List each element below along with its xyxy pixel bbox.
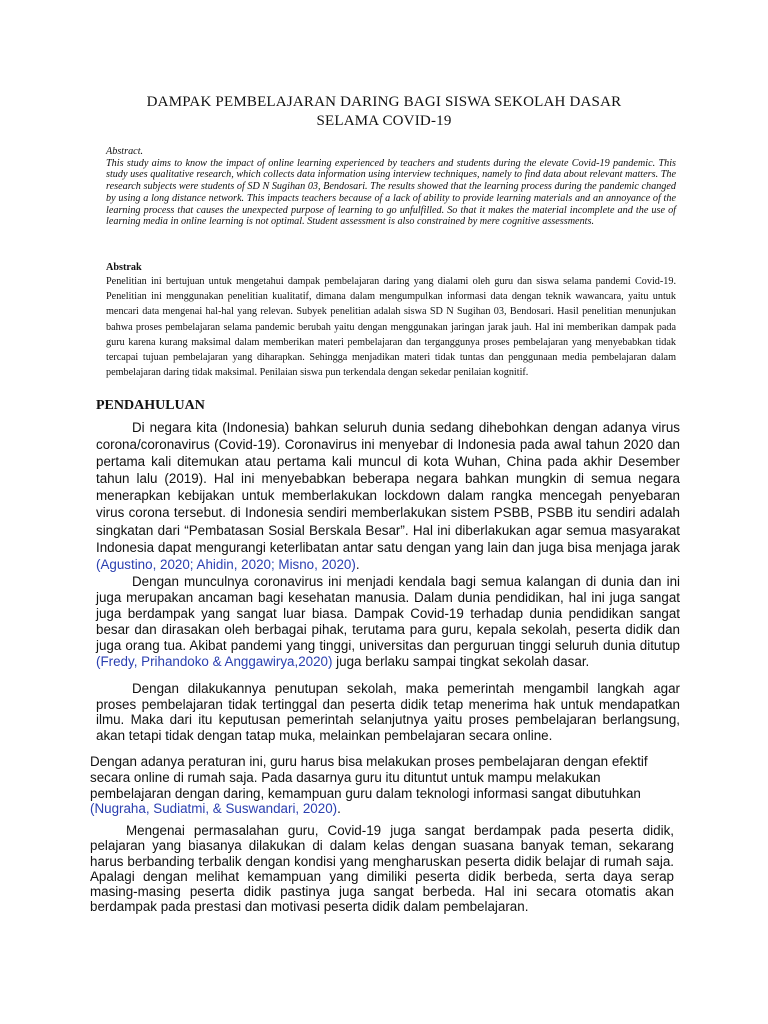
paragraph-2-end: juga berlaku sampai tingkat sekolah dasar. — [332, 653, 590, 669]
abstract-indonesian-text: Penelitian ini bertujuan untuk mengetahui dampak pembelajaran daring yang dialami oleh guru dan siswa selama pandemi Covid-19. Penelitian ini menggunakan penelitian kualitatif, dimana dalam mengumpulkan informasi data dengan teknik wawancara, yaitu untuk mencari data mengenai hal-hal yang relevan. Subyek penelitian adalah siswa SD N Sugihan 03, Bendosari. Hasil penelitian menunjukan bahwa proses pembelajaran selama pandemic berubah yaitu dengan menggunakan jaringan jarak jauh. Hal ini memberikan dampak pada guru karena kurang maksimal dalam memberikan materi pembelajaran dan terganggunya proses pembelajaran yang menyebabkan tidak tercapai tujuan pembelajaran yang diharapkan. Sehingga menjadikan materi tidak tuntas dan penggunaan media pembelajaran dalam pembelajaran daring tidak maksimal. Penilaian siswa pun terkendala dengan sekedar penilaian kognitif. — [106, 276, 676, 379]
abstract-english-text: This study aims to know the impact of online learning experienced by teachers and students during the elevate Covid-19 pandemic. This study uses qualitative research, which collects data information using interview techniques, namely to find data about relevant matters. The research subjects were students of SD N Sugihan 03, Bendosari. The results showed that the learning process during the pandemic changed by using a long distance network. This impacts teachers because of a lack of ability to provide learning materials and an annoyance of the learning process that causes the unexpected purpose of learning to go unfulfilled. So that it makes the material incomplete and the use of learning media in online learning is not optimal. Student assessment is also constrained by mere cognitive assessments. — [106, 157, 676, 228]
paragraph-3-text: Dengan dilakukannya penutupan sekolah, maka pemerintah mengambil langkah agar proses pembelajaran tidak tertinggal dan peserta didik tetap menerima hak untuk mendapatkan ilmu. Maka dari itu keputusan pemerintah selanjutnya yaitu proses pembelajaran berlangsung, akan tetapi tidak dengan tatap muka, melainkan pembelajaran secara online. — [96, 681, 680, 743]
paragraph-2-text: Dengan munculnya coronavirus ini menjadi kendala bagi semua kalangan di dunia dan ini juga merupakan ancaman bagi kesehatan manusia. Dalam dunia pendidikan, hal ini juga sangat juga berdampak yang sangat luar biasa. Dampak Covid-19 terhadap dunia pendidikan sangat besar dan dirasakan oleh berbagai pihak, terutama para guru, kepala sekolah, peserta didik dan juga orang tua. Akibat pandemi yang tinggi, universitas dan perguruan tinggi seluruh dunia ditutup — [96, 574, 680, 653]
citation-fredy[interactable]: (Fredy, Prihandoko & Anggawirya,2020) — [96, 653, 333, 669]
abstract-english — [106, 146, 676, 228]
paragraph-3 — [96, 681, 680, 743]
title-line-2: SELAMA COVID-19 — [316, 113, 452, 129]
paper-title — [60, 93, 708, 131]
paragraph-2 — [96, 574, 680, 669]
abstract-english-label: Abstract. — [106, 146, 144, 157]
abstract-indonesian-label: Abstrak — [106, 262, 142, 273]
paragraph-1-text: Di negara kita (Indonesia) bahkan seluruh dunia sedang dihebohkan dengan adanya virus corona/coronavirus (Covid-19). Coronavirus ini menyebar di Indonesia pada awal tahun 2020 dan pertama kali ditemukan atau pertama kali muncul di kota Wuhan, China pada akhir Desember tahun lalu (2019). Hal ini menyebabkan beberapa negara bahkan mungkin di semua negara menerapkan kebijakan untuk memberlakukan lockdown dalam rangka mencegah penyebaran virus corona tersebut. di Indonesia sendiri memberlakukan sistem PSBB, PSBB itu sendiri adalah singkatan dari “Pembatasan Sosial Berskala Besar”. Hal ini diberlakukan agar semua masyarakat Indonesia dapat mengurangi keterlibatan antar satu dengan yang lain dan juga bisa menjaga jarak — [96, 420, 680, 555]
citation-agustino[interactable]: (Agustino, 2020; — [96, 556, 194, 572]
paragraph-4 — [90, 754, 666, 817]
title-line-1: DAMPAK PEMBELAJARAN DARING BAGI SISWA SEKOLAH DASAR — [146, 94, 622, 110]
paragraph-5-text: Mengenai permasalahan guru, Covid-19 juga sangat berdampak pada peserta didik, pelajaran yang biasanya dilakukan di dalam kelas dengan suasana banyak teman, sekarang harus berbanding terbalik dengan kondisi yang mengharuskan peserta didik belajar di rumah saja. Apalagi dengan melihat kemampuan yang dimiliki peserta didik berbeda, serta daya serap masing-masing peserta didik pastinya juga sangat berbeda. Hal ini secara otomatis akan berdampak pada prestasi dan motivasi peserta didik dalam pembelajaran. — [90, 823, 674, 915]
citation-nugraha[interactable]: (Nugraha, Sudiatmi, & Suswandari, 2020) — [90, 801, 338, 817]
paragraph-5 — [90, 823, 674, 915]
citation-ahidin-misno[interactable]: Ahidin, 2020; Misno, 2020) — [196, 556, 356, 572]
paragraph-4-text: Dengan adanya peraturan ini, guru harus bisa melakukan proses pembelajaran dengan efektif secara online di rumah saja. Pada dasarnya guru itu dituntut untuk mampu melakukan pembelajaran dengan daring, kemampuan guru dalam teknologi informasi sangat dibutuhkan — [90, 754, 648, 801]
paragraph-1 — [96, 419, 680, 573]
paragraph-4-end: . — [337, 801, 341, 817]
paragraph-1-end: . — [355, 556, 360, 572]
abstract-indonesian — [106, 262, 676, 380]
section-heading: PENDAHULUAN — [96, 398, 205, 413]
